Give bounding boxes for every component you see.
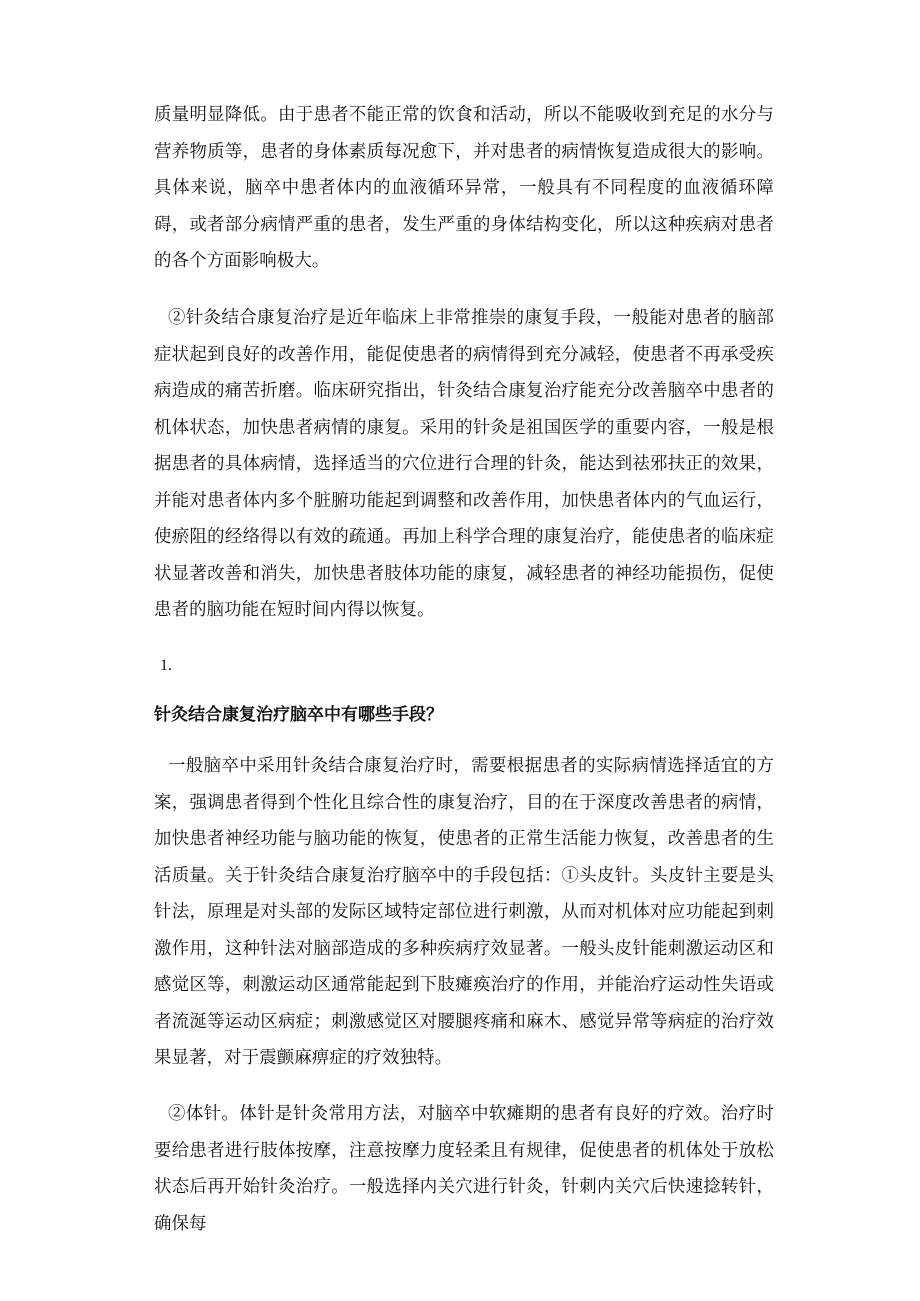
section-heading: 针灸结合康复治疗脑卒中有哪些手段？ <box>154 705 443 725</box>
paragraph-methods-intro: 一般脑卒中采用针灸结合康复治疗时，需要根据患者的实际病情选择适宜的方案，强调患者得到个性化且综合性的康复治疗，目的在于深度改善患者的病情，加快患者神经功能与脑功能的恢复，使患者的正常生活能力恢复，改善患者的生活质量。关于针灸结合康复治疗脑卒中的手段包括：①头皮针。头皮针主要是头针法，原理是对头部的发际区域特定部位进行刺激，从而对机体对应功能起到刺激作用，这种针法对脑部造成的多种疾病疗效显著。一般头皮针能刺激运动区和感觉区等，刺激运动区通常能起到下肢瘫痪治疗的作用，并能治疗运动性失语或者流涎等运动区病症；刺激感觉区对腰腿疼痛和麻木、感觉异常等病症的治疗效果显著，对于震颤麻痹症的疗效独特。 <box>154 756 774 1068</box>
paragraph-acupuncture-rehab: ②针灸结合康复治疗是近年临床上非常推崇的康复手段，一般能对患者的脑部症状起到良好的改善作用，能促使患者的病情得到充分减轻，使患者不再承受疾病造成的痛苦折磨。临床研究指出，针灸结合康复治疗能充分改善脑卒中患者的机体状态，加快患者病情的康复。采用的针灸是祖国医学的重要内容，一般是根据患者的具体病情，选择适当的穴位进行合理的针灸，能达到祛邪扶正的效果，并能对患者体内多个脏腑功能起到调整和改善作用，加快患者体内的气血运行，使瘀阻的经络得以有效的疏通。再加上科学合理的康复治疗，能使患者的临床症状显著改善和消失，加快患者肢体功能的康复，减轻患者的神经功能损伤，促使患者的脑功能在短时间内得以恢复。 <box>154 308 774 620</box>
paragraph-continued: 质量明显降低。由于患者不能正常的饮食和活动，所以不能吸收到充足的水分与营养物质等，患者的身体素质每况愈下，并对患者的病情恢复造成很大的影响。具体来说，脑卒中患者体内的血液循环异常，一般具有不同程度的血液循环障碍，或者部分病情严重的患者，发生严重的身体结构变化，所以这种疾病对患者的各个方面影响极大。 <box>154 105 774 271</box>
paragraph-body-needle: ②体针。体针是针灸常用方法，对脑卒中软瘫期的患者有良好的疗效。治疗时要给患者进行肢体按摩，注意按摩力度轻柔且有规律，促使患者的机体处于放松状态后再开始针灸治疗。一般选择内关穴进行针灸，针刺内关穴后快速捻转针，确保每 <box>154 1104 774 1234</box>
list-number: 1. <box>160 657 172 674</box>
